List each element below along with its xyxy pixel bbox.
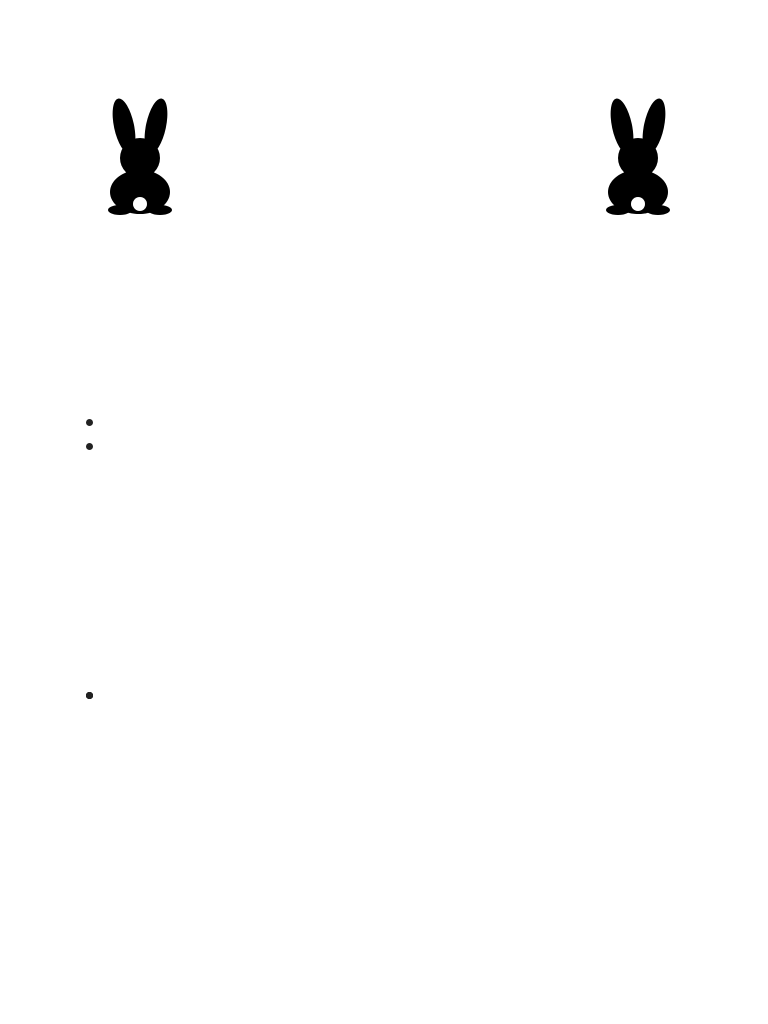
egg-border-left: [18, 0, 42, 1024]
egg-border-bottom: [0, 986, 768, 1010]
egg-border-top: [0, 18, 768, 42]
bunny-icon: [596, 96, 680, 216]
bunny-icon: [98, 96, 182, 216]
egg-border-right: [730, 0, 754, 1024]
assemble-list: [80, 410, 692, 434]
